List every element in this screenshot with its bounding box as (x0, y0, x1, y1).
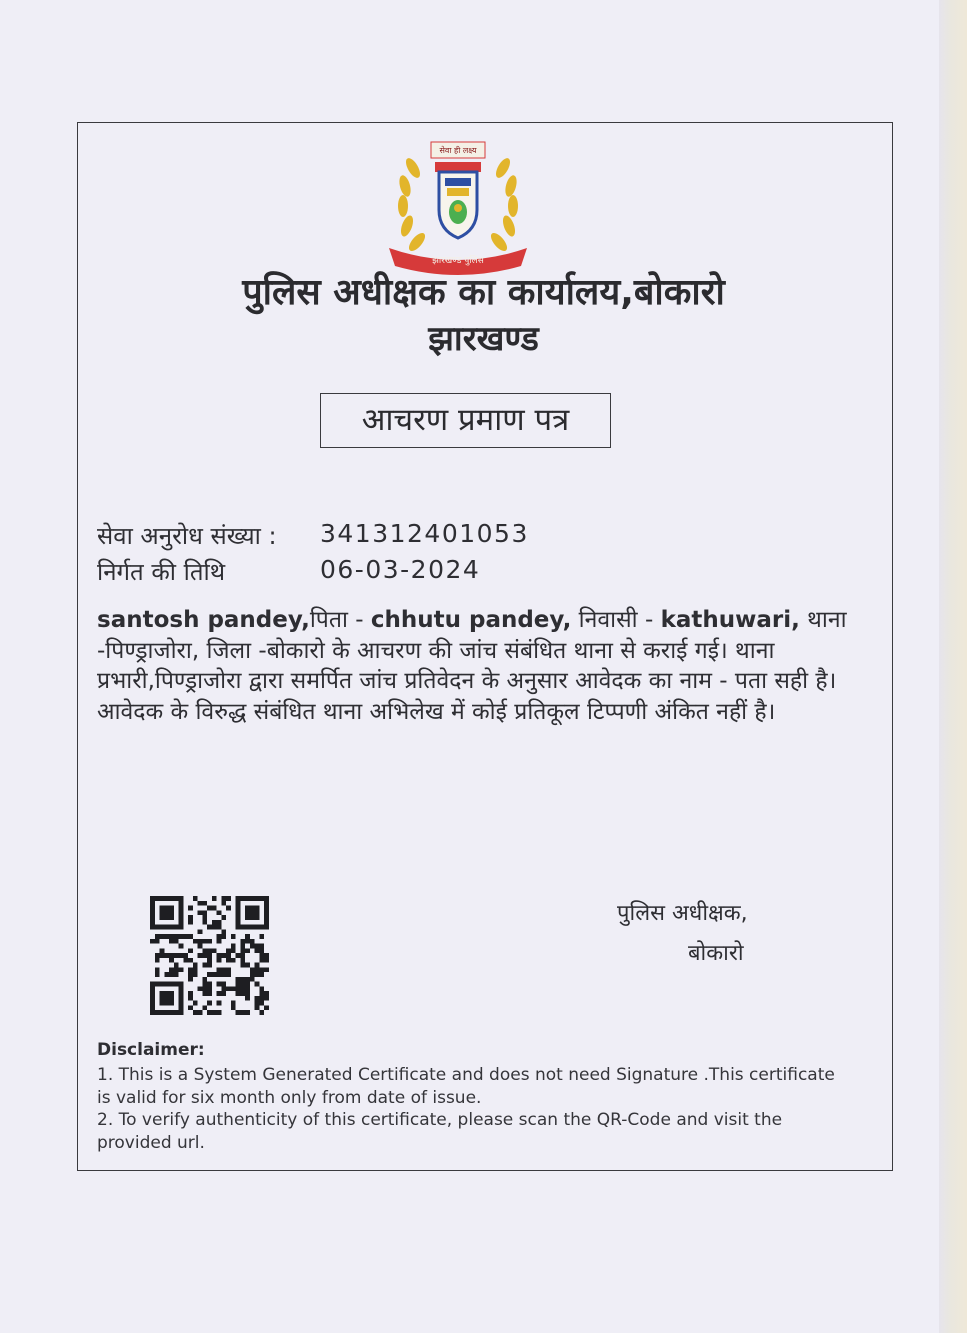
emblem-ribbon-text: झारखण्ड पुलिस (432, 256, 484, 266)
disclaimer-text (97, 1064, 837, 1154)
service-request-number: 341312401053 (320, 519, 529, 548)
signature-designation: पुलिस अधीक्षक, (617, 901, 748, 926)
jharkhand-police-emblem-icon (383, 138, 533, 278)
service-request-label: सेवा अनुरोध संख्या : (97, 522, 277, 550)
signature-place: बोकारो (688, 941, 744, 966)
paper-edge (939, 0, 967, 1333)
applicant-name: santosh pandey, (97, 607, 310, 633)
residence-label: निवासी - (571, 607, 654, 633)
disclaimer-point-2: 2. To verify authenticity of this certificate, please scan the QR-Code and visit the provided url. (97, 1110, 783, 1153)
certificate-title: आचरण प्रमाण पत्र (320, 393, 611, 448)
office-title: पुलिस अधीक्षक का कार्यालय,बोकारो (242, 272, 725, 313)
father-label: पिता - (309, 607, 371, 633)
issue-date-value: 06-03-2024 (320, 555, 481, 584)
disclaimer-heading: Disclaimer: (97, 1040, 205, 1060)
qr-code[interactable] (150, 896, 269, 1015)
father-name: chhutu pandey, (370, 607, 572, 633)
issue-date-label: निर्गत की तिथि (97, 558, 226, 586)
village-name: kathuwari, (660, 607, 800, 633)
state-title: झारखण्ड (428, 319, 539, 359)
certificate-body (97, 605, 857, 727)
body-statement: थाना -पिण्ड्राजोरा, जिला -बोकारो के आचरण की जांच संबंधित थाना से कराई गई। थाना प्रभारी,पिण्ड्राजोरा द्वारा समर्पित जांच प्रतिवेदन के अनुसार आवेदक का नाम - पता सही है। आवेदक के विरुद्ध संबंधित थाना अभिलेख में कोई प्रतिकूल टिप्पणी अंकित नहीं है। (97, 607, 847, 725)
emblem-motto: सेवा ही लक्ष्य (439, 146, 477, 155)
disclaimer-point-1: 1. This is a System Generated Certificate and does not need Signature .This certificate is valid for six month only from date of issue. (97, 1065, 835, 1108)
